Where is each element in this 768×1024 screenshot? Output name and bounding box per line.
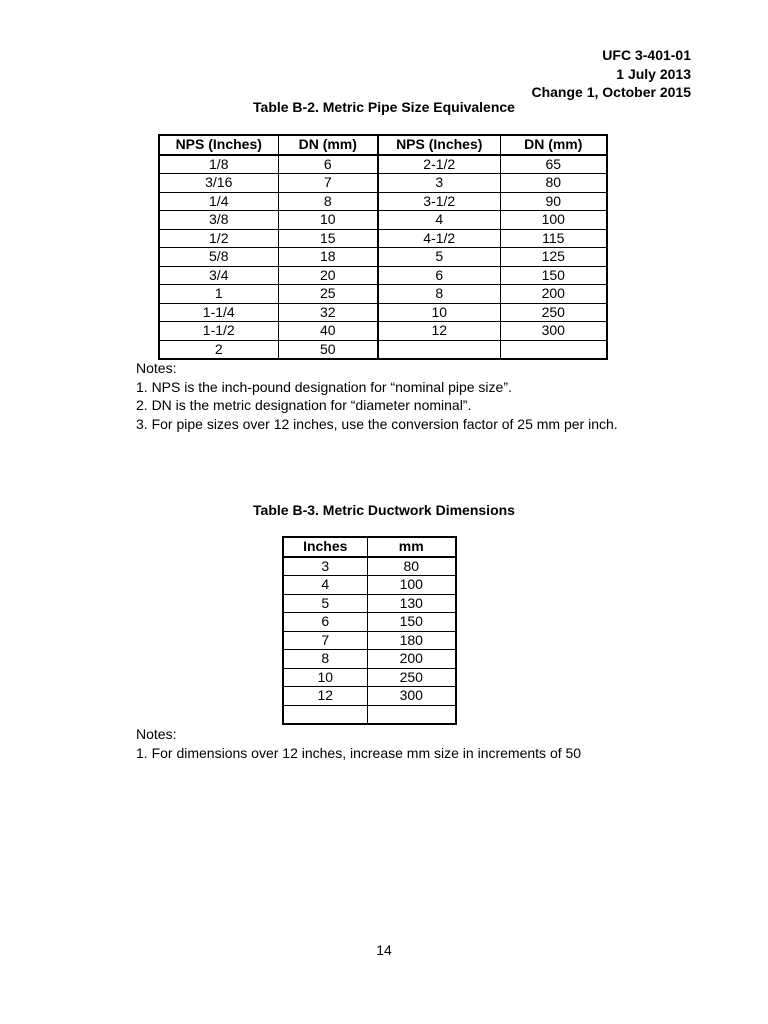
table-cell: 100 <box>500 211 607 230</box>
table-cell: 40 <box>278 322 378 341</box>
table-cell: 18 <box>278 248 378 267</box>
table-cell: 1 <box>159 285 278 304</box>
table-cell: 1-1/4 <box>159 303 278 322</box>
table-cell: 25 <box>278 285 378 304</box>
table-cell: 3/8 <box>159 211 278 230</box>
table-header-row <box>283 537 456 557</box>
note-item: 3. For pipe sizes over 12 inches, use the conversion factor of 25 mm per inch. <box>136 415 618 432</box>
table-cell: 1/8 <box>159 155 278 174</box>
table-cell: 200 <box>500 285 607 304</box>
table-cell: 4-1/2 <box>378 229 500 248</box>
column-header: NPS (Inches) <box>159 135 278 155</box>
table-row <box>283 557 456 576</box>
table-cell: 3 <box>378 174 500 193</box>
table-cell: 7 <box>283 631 367 650</box>
column-header: Inches <box>283 537 367 557</box>
table-cell: 150 <box>500 266 607 285</box>
table-row <box>159 248 607 267</box>
note-item: 1. For dimensions over 12 inches, increase mm size in increments of 50 <box>136 744 582 761</box>
column-header: DN (mm) <box>500 135 607 155</box>
table-cell <box>367 705 456 724</box>
table-cell: 1/4 <box>159 192 278 211</box>
document-header <box>531 46 691 102</box>
table-cell: 150 <box>367 613 456 632</box>
table-row <box>283 668 456 687</box>
table-row <box>283 687 456 706</box>
table-cell: 15 <box>278 229 378 248</box>
table-cell: 3/4 <box>159 266 278 285</box>
table-cell <box>283 705 367 724</box>
table-row <box>159 174 607 193</box>
column-header: NPS (Inches) <box>378 135 500 155</box>
table-row <box>159 322 607 341</box>
table-cell: 8 <box>278 192 378 211</box>
note-item: 2. DN is the metric designation for “diameter nominal”. <box>136 397 472 413</box>
document-change: Change 1, October 2015 <box>531 84 691 100</box>
table-cell: 300 <box>367 687 456 706</box>
table-cell: 3-1/2 <box>378 192 500 211</box>
table-cell: 8 <box>283 650 367 669</box>
table-cell: 65 <box>500 155 607 174</box>
table-cell: 5 <box>378 248 500 267</box>
table-cell: 200 <box>367 650 456 669</box>
table-cell: 12 <box>283 687 367 706</box>
table-row <box>283 650 456 669</box>
table-b2-caption: Table B-2. Metric Pipe Size Equivalence <box>253 99 515 115</box>
table-b3-notes <box>136 725 581 762</box>
table-row <box>159 155 607 174</box>
table-cell: 250 <box>500 303 607 322</box>
document-id: UFC 3-401-01 <box>602 47 691 63</box>
table-row <box>159 229 607 248</box>
table-cell: 10 <box>378 303 500 322</box>
table-cell: 80 <box>500 174 607 193</box>
table-cell: 90 <box>500 192 607 211</box>
table-cell: 6 <box>278 155 378 174</box>
table-cell: 1/2 <box>159 229 278 248</box>
table-cell: 6 <box>283 613 367 632</box>
table-cell: 3/16 <box>159 174 278 193</box>
notes-title: Notes: <box>136 360 177 376</box>
page-number: 14 <box>376 942 392 958</box>
table-cell: 2 <box>159 340 278 359</box>
table-cell: 5 <box>283 594 367 613</box>
table-cell: 3 <box>283 557 367 576</box>
notes-title: Notes: <box>136 726 177 742</box>
table-row <box>283 576 456 595</box>
table-row <box>159 192 607 211</box>
table-cell: 125 <box>500 248 607 267</box>
ductwork-table <box>282 536 457 725</box>
table-cell: 80 <box>367 557 456 576</box>
table-cell: 250 <box>367 668 456 687</box>
table-cell: 5/8 <box>159 248 278 267</box>
note-item: 1. NPS is the inch-pound designation for “nominal pipe size”. <box>136 378 512 395</box>
table-cell: 4 <box>283 576 367 595</box>
table-cell: 1-1/2 <box>159 322 278 341</box>
table-b2-notes <box>136 359 618 433</box>
pipe-size-table <box>158 134 608 360</box>
table-row <box>159 340 607 359</box>
table-cell <box>500 340 607 359</box>
column-header: mm <box>367 537 456 557</box>
table-cell: 4 <box>378 211 500 230</box>
table-cell: 115 <box>500 229 607 248</box>
table-row <box>283 613 456 632</box>
table-cell: 8 <box>378 285 500 304</box>
table-row <box>159 285 607 304</box>
table-cell: 10 <box>278 211 378 230</box>
table-cell: 12 <box>378 322 500 341</box>
table-row <box>159 211 607 230</box>
document-date: 1 July 2013 <box>616 65 691 82</box>
table-cell: 300 <box>500 322 607 341</box>
table-cell: 130 <box>367 594 456 613</box>
column-header: DN (mm) <box>278 135 378 155</box>
table-header-row <box>159 135 607 155</box>
table-cell: 20 <box>278 266 378 285</box>
table-cell: 2-1/2 <box>378 155 500 174</box>
table-cell: 50 <box>278 340 378 359</box>
table-row <box>283 594 456 613</box>
table-cell: 180 <box>367 631 456 650</box>
table-row <box>159 266 607 285</box>
table-cell: 7 <box>278 174 378 193</box>
table-cell: 32 <box>278 303 378 322</box>
table-row <box>283 631 456 650</box>
table-cell: 6 <box>378 266 500 285</box>
table-cell: 100 <box>367 576 456 595</box>
table-row <box>159 303 607 322</box>
table-b3-caption: Table B-3. Metric Ductwork Dimensions <box>253 502 515 518</box>
table-row <box>283 705 456 724</box>
table-cell: 10 <box>283 668 367 687</box>
table-cell <box>378 340 500 359</box>
